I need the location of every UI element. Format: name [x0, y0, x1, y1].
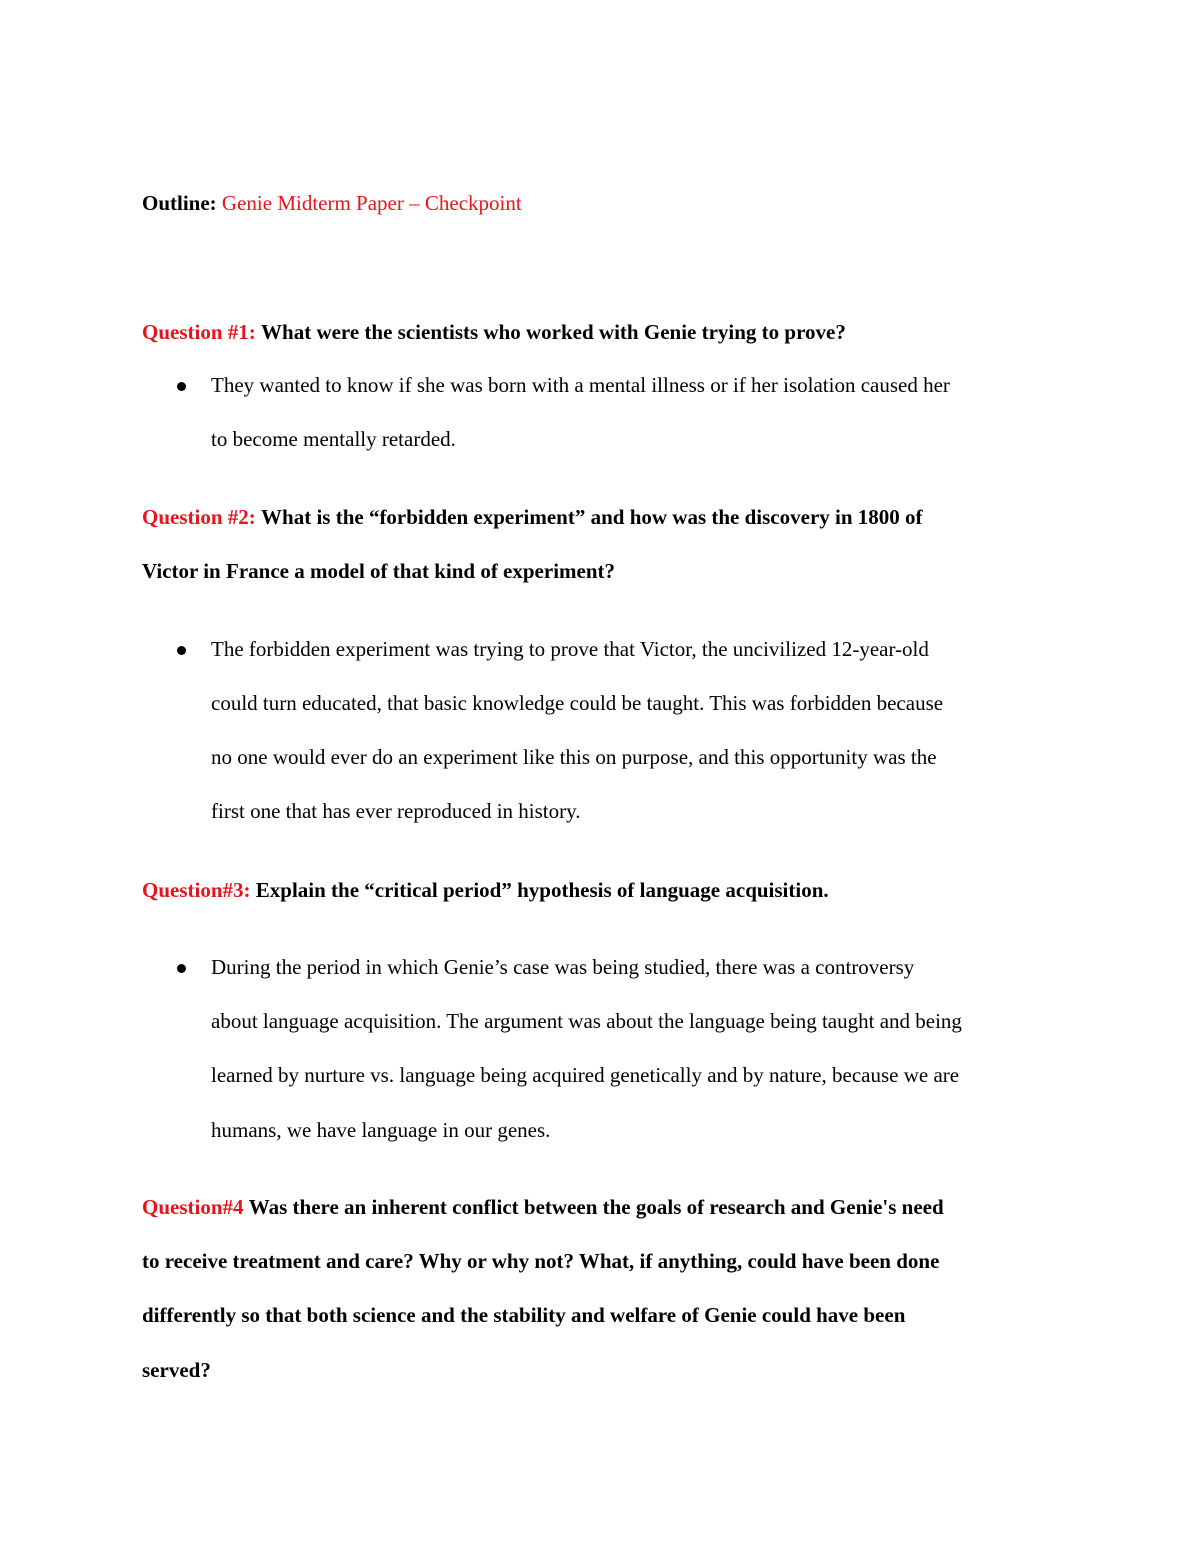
answer-3-line-3: learned by nurture vs. language being acquired genetically and by nature, because we are	[211, 1063, 960, 1087]
answer-2-line-4: first one that has ever reproduced in history.	[211, 799, 581, 823]
question-4-text-line-4: served?	[142, 1358, 211, 1382]
bullet-icon	[177, 964, 186, 973]
question-2-text-line-1: What is the “forbidden experiment” and how was the discovery in 1800 of	[261, 505, 923, 529]
question-4-label: Question#4	[142, 1195, 244, 1219]
answer-1-line-1: They wanted to know if she was born with a mental illness or if her isolation caused her	[211, 373, 950, 397]
question-4-text-line-3: differently so that both science and the stability and welfare of Genie could have been	[142, 1303, 906, 1327]
bullet-icon	[177, 646, 186, 655]
outline-label: Outline:	[142, 191, 217, 215]
question-2-text-line-2: Victor in France a model of that kind of experiment?	[142, 559, 616, 583]
question-1-label: Question #1:	[142, 320, 256, 344]
answer-2-line-3: no one would ever do an experiment like this on purpose, and this opportunity was the	[211, 745, 937, 769]
question-3-heading	[142, 880, 829, 901]
answer-2-line-2: could turn educated, that basic knowledge could be taught. This was forbidden because	[211, 691, 944, 715]
question-3-label: Question#3:	[142, 878, 251, 902]
outline-title: Genie Midterm Paper – Checkpoint	[221, 191, 522, 215]
bullet-icon	[177, 382, 186, 391]
question-4-text-line-1: Was there an inherent conflict between the goals of research and Genie's need	[248, 1195, 944, 1219]
question-4-heading	[142, 1197, 944, 1218]
answer-3-line-2: about language acquisition. The argument was about the language being taught and being	[211, 1009, 962, 1033]
question-1-heading	[142, 322, 846, 343]
answer-2-line-1: The forbidden experiment was trying to prove that Victor, the uncivilized 12-year-old	[211, 637, 929, 661]
question-1-text: What were the scientists who worked with Genie trying to prove?	[261, 320, 846, 344]
question-4-text-line-2: to receive treatment and care? Why or why not? What, if anything, could have been done	[142, 1249, 940, 1273]
question-3-text: Explain the “critical period” hypothesis of language acquisition.	[255, 878, 829, 902]
question-2-heading	[142, 507, 923, 528]
question-2-label: Question #2:	[142, 505, 256, 529]
answer-3-line-1: During the period in which Genie’s case was being studied, there was a controversy	[211, 955, 915, 979]
answer-1-line-2: to become mentally retarded.	[211, 427, 456, 451]
outline-heading	[142, 193, 522, 214]
answer-3-line-4: humans, we have language in our genes.	[211, 1118, 551, 1142]
